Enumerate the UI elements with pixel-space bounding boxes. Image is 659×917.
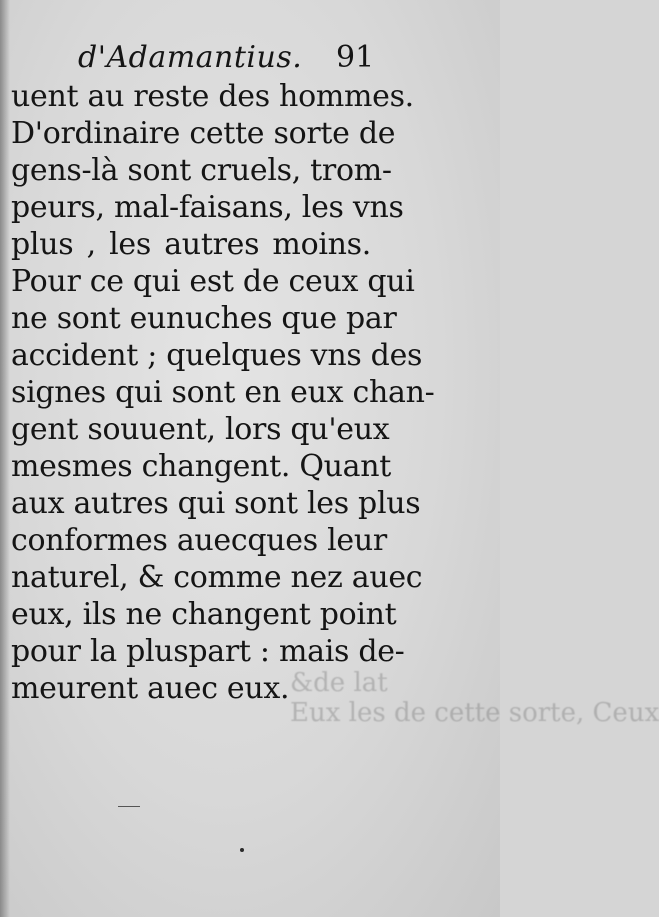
text-line: plus , les autres moins. xyxy=(11,227,371,262)
show-through-line: &de lat xyxy=(290,668,388,698)
show-through-text xyxy=(290,668,659,728)
text-line: gens-là sont cruels, trom- xyxy=(11,153,392,188)
text-line: aux autres qui sont les plus xyxy=(11,486,421,521)
text-line: conformes auecques leur xyxy=(11,523,387,558)
ink-speck xyxy=(240,848,244,852)
gutter-shadow xyxy=(0,0,10,917)
text-line: naturel, & comme nez auec xyxy=(11,560,423,595)
text-line: D'ordinaire cette sorte de xyxy=(11,116,396,151)
text-line: mesmes changent. Quant xyxy=(11,449,392,484)
paper-mark xyxy=(118,806,140,807)
text-line: uent au reste des hommes. xyxy=(11,79,414,114)
text-line: Pour ce qui est de ceux qui xyxy=(11,264,415,299)
page-header xyxy=(0,40,500,80)
text-line: gent souuent, lors qu'eux xyxy=(11,412,390,447)
text-line: peurs, mal-faisans, les vns xyxy=(11,190,404,225)
text-line: eux, ils ne changent point xyxy=(11,597,397,632)
running-title: d'Adamantius. xyxy=(78,40,303,75)
text-line: ne sont eunuches que par xyxy=(11,301,397,336)
text-line: signes qui sont en eux chan- xyxy=(11,375,435,410)
text-line: pour la pluspart : mais de- xyxy=(11,634,405,669)
page-number: 91 xyxy=(336,40,375,75)
text-line: accident ; quelques vns des xyxy=(11,338,423,373)
show-through-line: Eux les de cette sorte, Ceux xyxy=(290,698,659,728)
text-line: meurent auec eux. xyxy=(11,671,290,706)
body-text xyxy=(11,78,435,707)
